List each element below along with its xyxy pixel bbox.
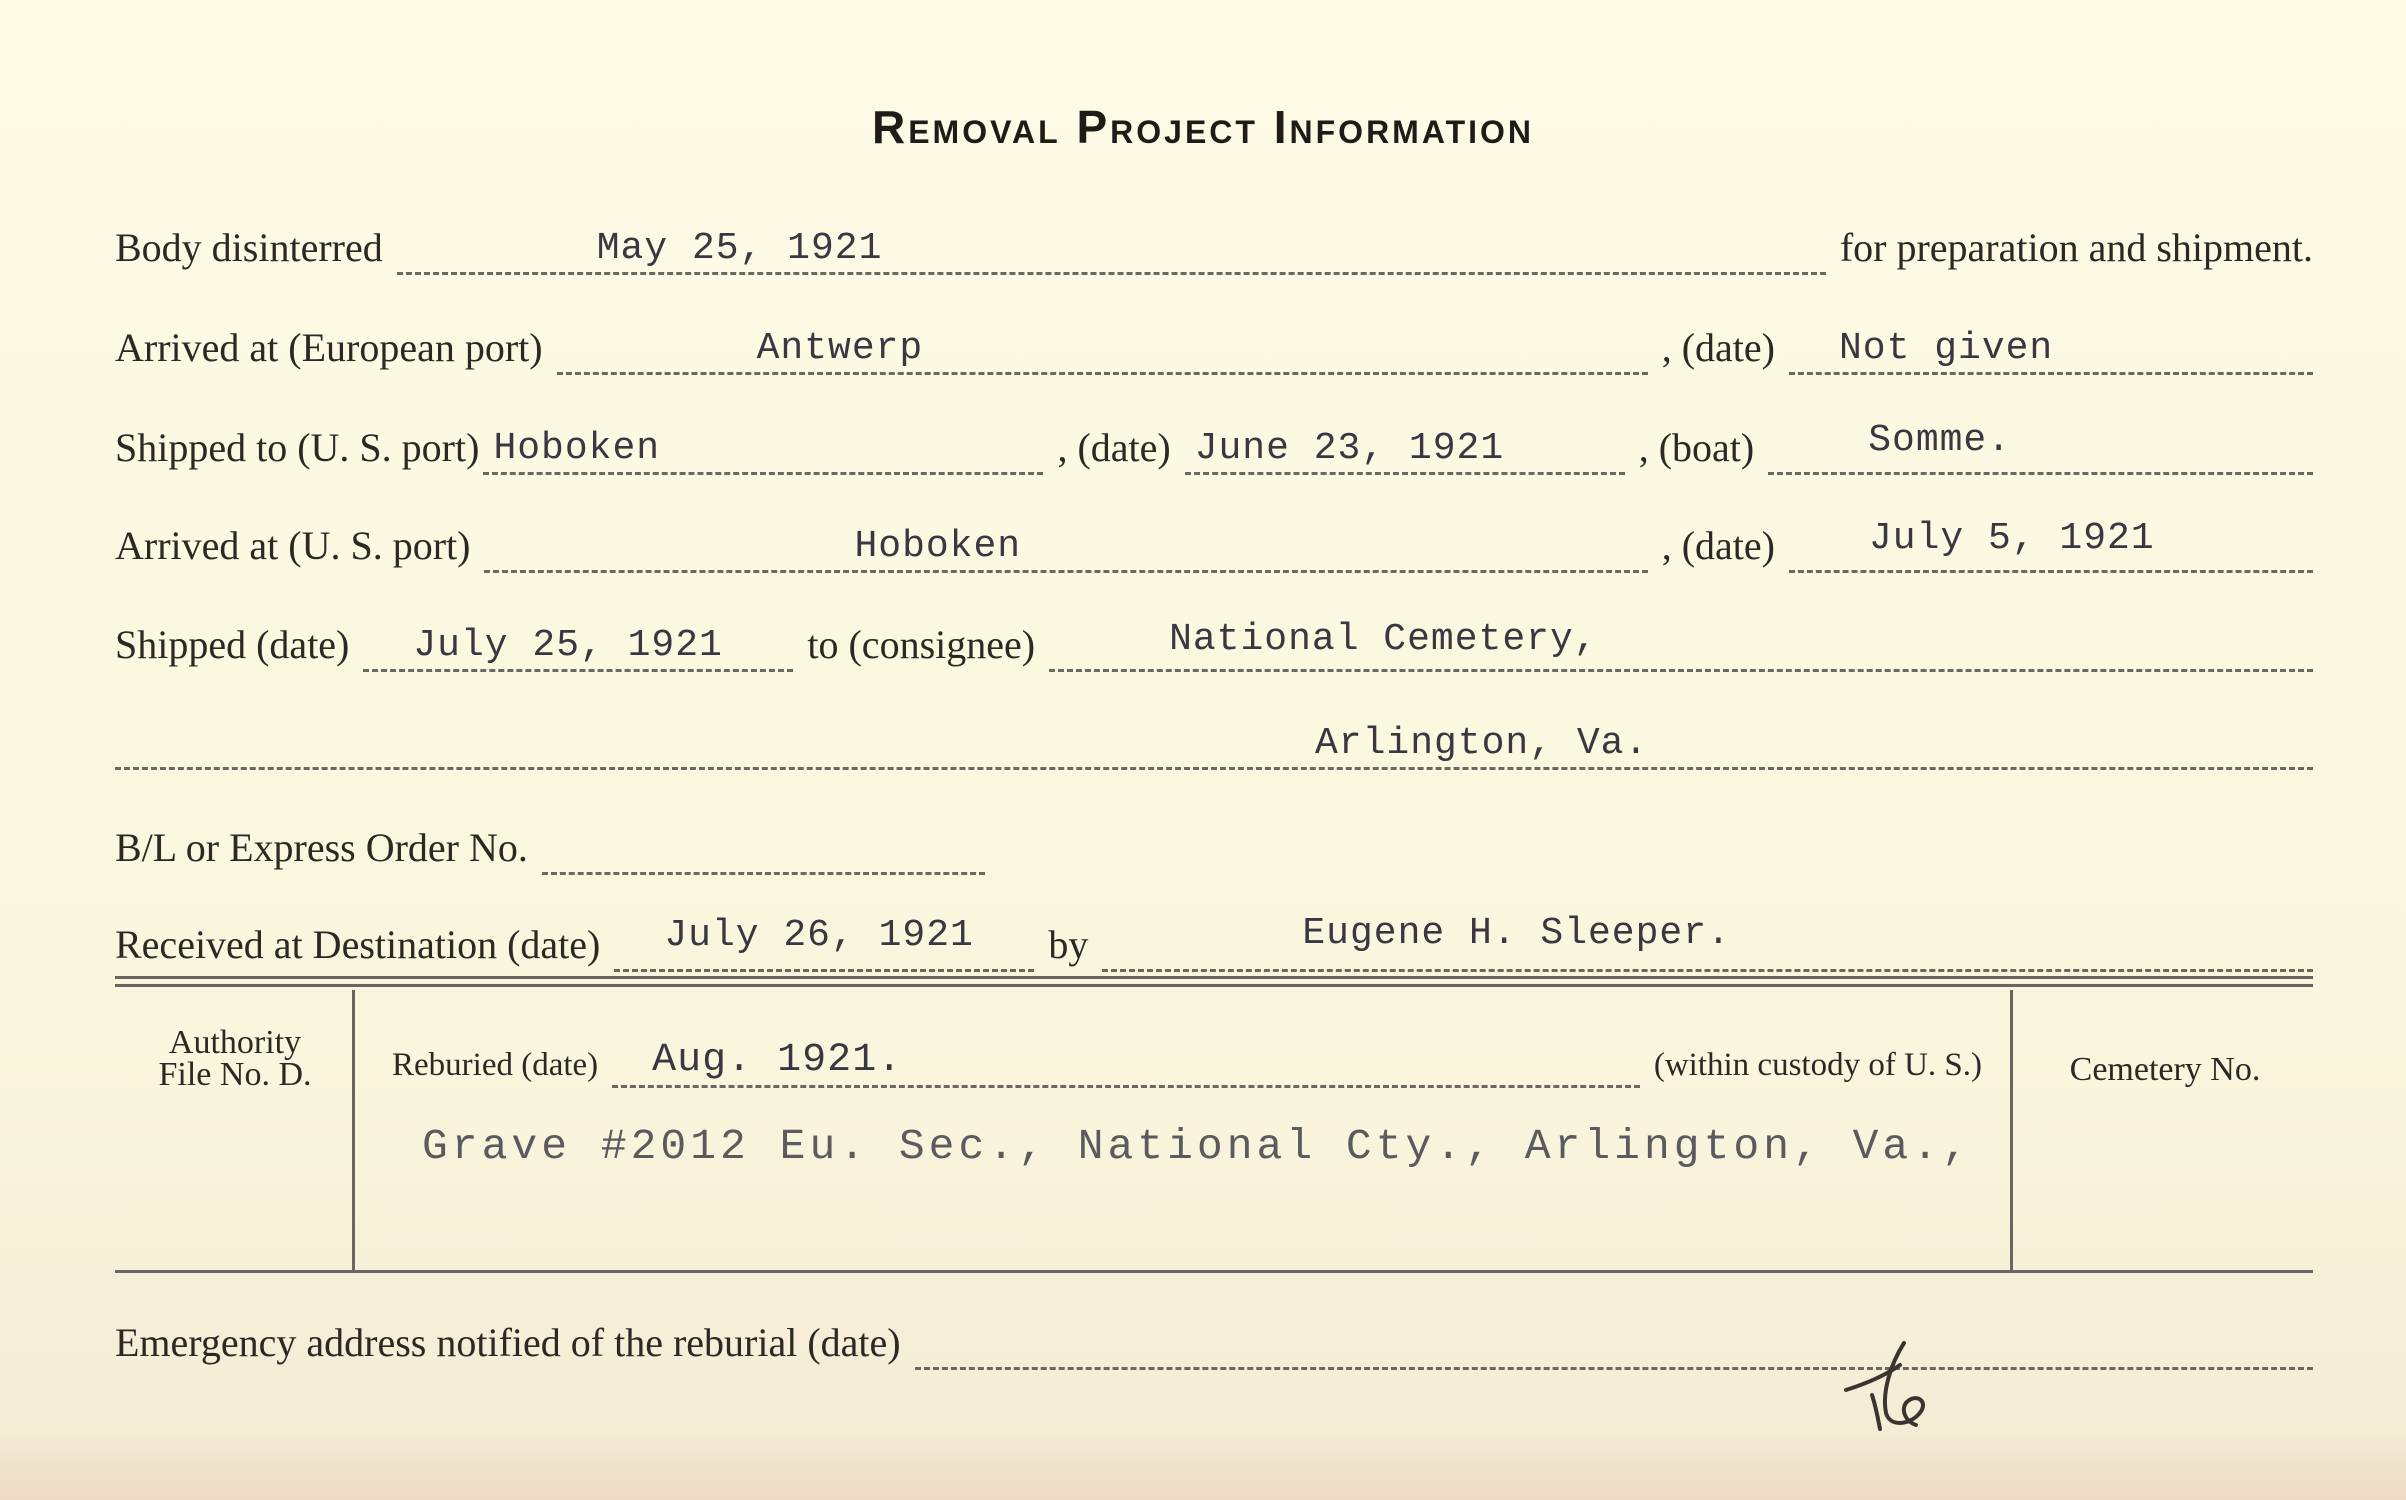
row-shipped-date	[115, 612, 2313, 672]
field-consignee-line2[interactable]	[115, 711, 2313, 770]
row-consignee-line2	[115, 710, 2313, 770]
value-us-port-shipped: Hoboken	[493, 427, 661, 470]
field-us-port-arrived[interactable]	[484, 514, 1647, 573]
label-reburied: Reburied (date)	[392, 1047, 599, 1083]
label-within-custody: (within custody of U. S.)	[1653, 1047, 1982, 1083]
label-emergency: Emergency address notified of the reburial (date)	[115, 1320, 901, 1365]
label-arrived-us-port: Arrived at (U. S. port)	[115, 523, 471, 568]
box-divider-right	[2010, 990, 2013, 1272]
row-arrived-us-port	[115, 513, 2313, 573]
field-us-port-arrived-date[interactable]	[1789, 514, 2313, 573]
divider-bottom	[115, 1270, 2313, 1273]
value-european-date: Not given	[1839, 327, 2054, 370]
divider-top-1	[115, 976, 2313, 979]
field-bl-express[interactable]	[542, 816, 985, 875]
label-boat: , (boat)	[1638, 425, 1755, 470]
field-emergency-date[interactable]	[915, 1311, 2313, 1370]
authority-label-line1: Authority	[168, 1024, 302, 1061]
field-us-port-shipped[interactable]	[483, 416, 1043, 475]
form-title: Removal Project Information	[871, 101, 1535, 153]
value-shipped-date-us: June 23, 1921	[1194, 427, 1505, 470]
value-consignee-line2: Arlington, Va.	[1315, 722, 1649, 765]
field-shipped-date[interactable]	[363, 613, 793, 672]
value-body-disinterred: May 25, 1921	[596, 227, 883, 270]
value-us-port-arrived: Hoboken	[854, 525, 1022, 568]
row-emergency	[115, 1310, 2313, 1370]
cemetery-no-label: Cemetery No.	[2069, 1051, 2261, 1088]
row-shipped-us-port	[115, 415, 2313, 475]
label-by: by	[1048, 922, 1089, 967]
authority-file-label	[120, 1024, 350, 1093]
label-arrived-date: , (date)	[1661, 523, 1775, 568]
row-bl-express	[115, 815, 985, 875]
authority-label-line2: File No. D.	[158, 1056, 312, 1093]
value-shipped-date: July 25, 1921	[413, 624, 723, 667]
value-boat: Somme.	[1868, 419, 2012, 462]
field-consignee-line1[interactable]	[1049, 613, 2313, 672]
value-received-by: Eugene H. Sleeper.	[1302, 912, 1731, 955]
value-us-port-arrived-date: July 5, 1921	[1869, 517, 2155, 560]
value-received-date: July 26, 1921	[664, 914, 974, 957]
field-received-date[interactable]	[614, 913, 1034, 972]
label-arrived-european: Arrived at (European port)	[115, 325, 543, 370]
value-consignee-line1: National Cemetery,	[1169, 618, 1598, 661]
row-body-disinterred	[115, 215, 2313, 275]
handwritten-mark-icon	[1838, 1335, 1948, 1435]
box-divider-left	[352, 990, 355, 1272]
divider-top-2	[115, 984, 2313, 987]
field-european-port[interactable]	[557, 316, 1648, 375]
label-bl-express: B/L or Express Order No.	[115, 825, 528, 870]
grave-location: Grave #2012 Eu. Sec., National Cty., Arlington, Va.,	[422, 1122, 1972, 1171]
row-arrived-european	[115, 315, 2313, 375]
row-reburied	[392, 1035, 1982, 1088]
label-shipped-date: Shipped (date)	[115, 622, 350, 667]
field-received-by[interactable]	[1102, 913, 2313, 972]
label-for-preparation: for preparation and shipment.	[1839, 225, 2313, 270]
label-shipped-us-port: Shipped to (U. S. port)	[115, 425, 480, 470]
label-body-disinterred: Body disinterred	[115, 225, 383, 270]
value-european-port: Antwerp	[756, 327, 924, 370]
field-shipped-date-us[interactable]	[1185, 416, 1625, 475]
label-to-consignee: to (consignee)	[807, 622, 1036, 667]
row-received-destination	[115, 912, 2313, 972]
field-boat[interactable]	[1768, 416, 2313, 475]
value-reburied-date: Aug. 1921.	[652, 1038, 903, 1083]
label-european-date: , (date)	[1661, 325, 1775, 370]
label-received-destination: Received at Destination (date)	[115, 922, 601, 967]
label-shipped-date-us: , (date)	[1057, 425, 1171, 470]
field-body-disinterred[interactable]	[397, 216, 1826, 275]
field-european-date[interactable]	[1789, 316, 2313, 375]
field-reburied-date[interactable]	[612, 1035, 1640, 1088]
